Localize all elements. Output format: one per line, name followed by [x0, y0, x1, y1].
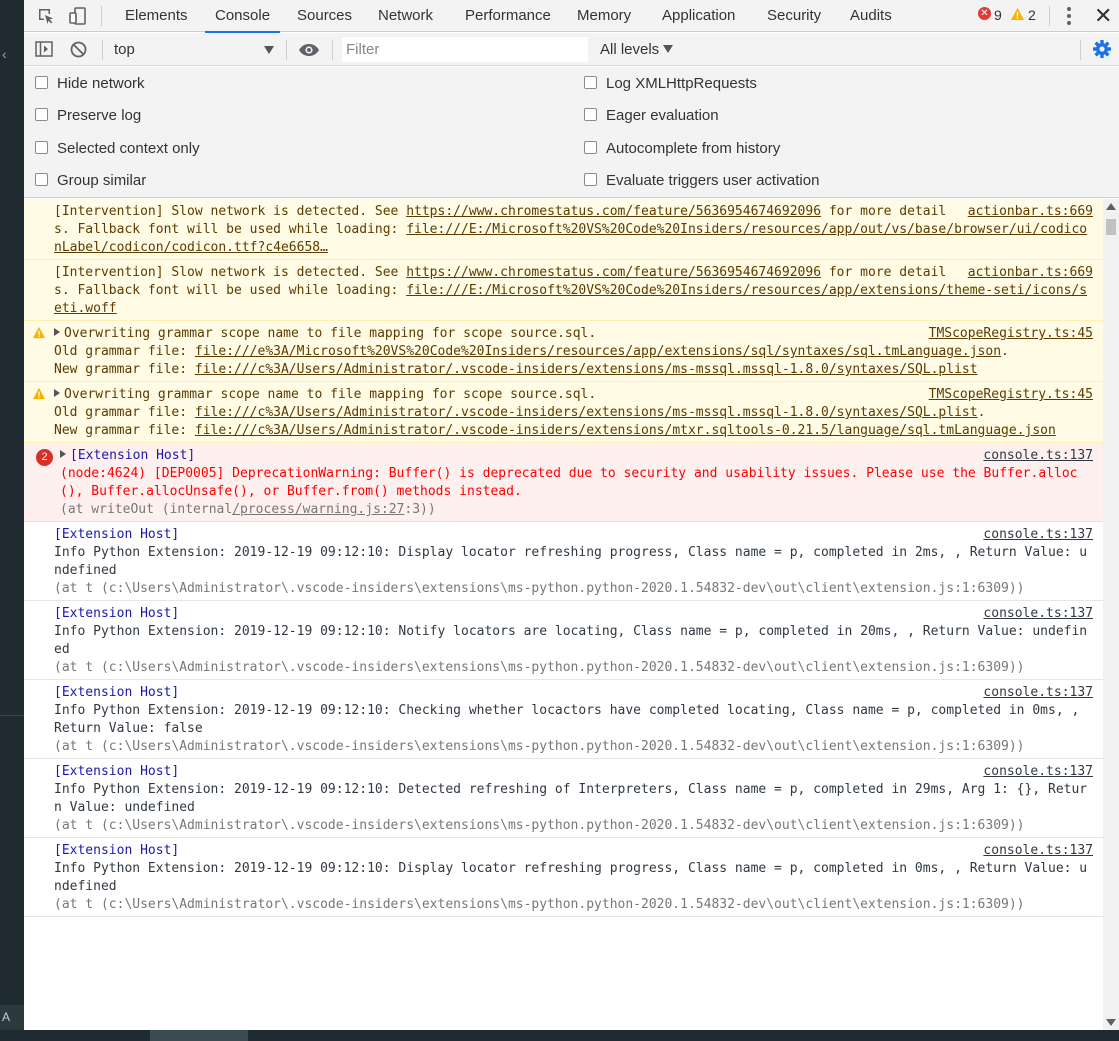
clear-console-icon[interactable]	[70, 41, 87, 58]
status-block: A	[0, 1005, 24, 1030]
tab-memory[interactable]: Memory	[577, 7, 632, 24]
checkbox[interactable]	[35, 173, 48, 186]
source-link[interactable]: console.ts:137	[983, 606, 1093, 621]
taskbar-strip	[0, 1030, 1119, 1041]
tab-elements[interactable]: Elements	[125, 7, 188, 24]
eye-icon[interactable]	[298, 43, 320, 57]
filter-input[interactable]	[342, 37, 588, 62]
expand-triangle-icon[interactable]	[60, 450, 66, 458]
warning-icon	[32, 326, 46, 339]
message-text: [Intervention] Slow network is detected. See	[54, 204, 407, 219]
inspect-element-icon[interactable]	[36, 6, 56, 26]
scrollbar-thumb[interactable]	[1106, 219, 1116, 235]
chevron-down-icon[interactable]	[663, 45, 673, 53]
hide-network-option[interactable]: Hide network	[35, 73, 145, 95]
message-text: for more details. Fallback font will be used while loading:	[54, 204, 947, 237]
selected-context-option[interactable]: Selected context only	[35, 138, 200, 160]
preserve-log-option[interactable]: Preserve log	[35, 105, 141, 127]
context-selector[interactable]: top	[114, 41, 135, 58]
stack-trace: (at writeOut (internal	[60, 502, 233, 517]
toolbar-separator	[102, 40, 103, 60]
message-text: .	[977, 405, 986, 420]
console-settings-pane	[24, 67, 1119, 198]
console-message-info	[24, 838, 1103, 917]
tab-console[interactable]: Console	[215, 0, 270, 32]
checkbox[interactable]	[584, 141, 597, 154]
stack-trace: (at t (c:\Users\Administrator\.vscode-insiders\extensions\ms-python.python-2020.1.54832-dev\out\client\extension.js:1:6309))	[54, 818, 1025, 833]
group-similar-option[interactable]: Group similar	[35, 170, 146, 192]
stack-trace: :3))	[404, 502, 436, 517]
more-options-icon[interactable]	[1064, 5, 1074, 27]
source-link[interactable]: actionbar.ts:669	[967, 265, 1093, 280]
message-text: Old grammar file:	[54, 344, 195, 359]
checkbox[interactable]	[584, 108, 597, 121]
scroll-up-arrow-icon[interactable]	[1106, 203, 1116, 210]
taskbar-item	[150, 1030, 248, 1041]
repeat-count-badge: 2	[36, 449, 53, 466]
error-count-icon[interactable]: ✕	[978, 7, 991, 20]
source-link[interactable]: TMScopeRegistry.ts:45	[928, 326, 1093, 341]
message-text: Old grammar file:	[54, 405, 195, 420]
stack-trace: (at t (c:\Users\Administrator\.vscode-insiders\extensions\ms-python.python-2020.1.54832-dev\out\client\extension.js:1:6309))	[54, 739, 1025, 754]
toolbar-separator	[286, 40, 287, 60]
source-link[interactable]: console.ts:137	[983, 527, 1093, 542]
message-link[interactable]: https://www.chromestatus.com/feature/5636954674692096	[406, 265, 822, 280]
source-link[interactable]: console.ts:137	[983, 764, 1093, 779]
source-link[interactable]: TMScopeRegistry.ts:45	[928, 387, 1093, 402]
warning-count-icon[interactable]	[1010, 7, 1025, 21]
message-text: (node:4624) [DEP0005] DeprecationWarning: Buffer() is deprecated due to security and usability issues. Please use the Buffer.alloc(), Buffer.allocUnsafe(), or Buffer.from() methods instead.	[60, 466, 1078, 499]
extension-host-tag: [Extension Host]	[54, 843, 180, 858]
message-link[interactable]: file:///c%3A/Users/Administrator/.vscode-insiders/extensions/ms-mssql.mssql-1.8.0/syntaxes/SQL.plist	[194, 362, 978, 377]
message-text: for more details. Fallback font will be used while loading:	[54, 265, 947, 298]
settings-gear-icon[interactable]	[1092, 39, 1112, 59]
evaluate-triggers-option[interactable]: Evaluate triggers user activation	[584, 170, 819, 192]
toolbar-separator	[101, 6, 102, 26]
stack-trace: (at t (c:\Users\Administrator\.vscode-insiders\extensions\ms-python.python-2020.1.54832-dev\out\client\extension.js:1:6309))	[54, 660, 1025, 675]
message-link[interactable]: file:///E:/Microsoft%20VS%20Code%20Insiders/resources/app/extensions/theme-seti/icons/seti.woff	[54, 283, 1088, 316]
console-message-warning	[24, 199, 1103, 260]
message-text: Info Python Extension: 2019-12-19 09:12:10: Checking whether locactors have completed locating, Class name = p, completed in 0ms, , Return Value: false	[54, 703, 1088, 736]
tab-sources[interactable]: Sources	[297, 7, 353, 24]
sidebar-toggle-icon[interactable]	[35, 41, 53, 57]
devtools-tabbar	[24, 0, 1119, 32]
console-scrollbar[interactable]	[1103, 199, 1119, 1030]
autocomplete-history-option[interactable]: Autocomplete from history	[584, 138, 780, 160]
message-text: Info Python Extension: 2019-12-19 09:12:10: Display locator refreshing progress, Class name = p, completed in 0ms, , Return Value: undefined	[54, 861, 1088, 894]
console-messages	[24, 199, 1103, 1030]
warning-icon	[32, 387, 46, 400]
stack-trace: (at t (c:\Users\Administrator\.vscode-insiders\extensions\ms-python.python-2020.1.54832-dev\out\client\extension.js:1:6309))	[54, 897, 1025, 912]
source-link[interactable]: console.ts:137	[983, 685, 1093, 700]
devtools-panel	[24, 0, 1119, 1030]
extension-host-tag: [Extension Host]	[54, 764, 180, 779]
tab-performance[interactable]: Performance	[465, 7, 551, 24]
message-text: Info Python Extension: 2019-12-19 09:12:10: Display locator refreshing progress, Class name = p, completed in 2ms, , Return Value: undefined	[54, 545, 1088, 578]
eager-evaluation-option[interactable]: Eager evaluation	[584, 105, 719, 127]
message-link[interactable]: file:///c%3A/Users/Administrator/.vscode-insiders/extensions/mtxr.sqltools-0.21.5/language/sql.tmLanguage.json	[194, 423, 1056, 438]
checkbox[interactable]	[584, 173, 597, 186]
message-text: .	[1001, 344, 1009, 359]
expand-triangle-icon[interactable]	[54, 328, 60, 336]
checkbox[interactable]	[35, 76, 48, 89]
source-link[interactable]: actionbar.ts:669	[967, 204, 1093, 219]
toolbar-separator	[1080, 40, 1081, 60]
device-toolbar-icon[interactable]	[68, 6, 88, 26]
toolbar-separator	[1049, 6, 1050, 26]
scroll-down-arrow-icon[interactable]	[1106, 1019, 1116, 1026]
message-text: New grammar file:	[54, 423, 195, 438]
log-xhr-option[interactable]: Log XMLHttpRequests	[584, 73, 757, 95]
log-levels-select[interactable]: All levels	[600, 41, 660, 58]
stack-trace: (at t (c:\Users\Administrator\.vscode-insiders\extensions\ms-python.python-2020.1.54832-dev\out\client\extension.js:1:6309))	[54, 581, 1025, 596]
expand-triangle-icon[interactable]	[54, 389, 60, 397]
toolbar-separator	[332, 40, 333, 60]
extension-host-tag: [Extension Host]	[70, 448, 196, 463]
tab-security[interactable]: Security	[767, 7, 822, 24]
console-toolbar	[24, 33, 1119, 66]
source-link[interactable]: console.ts:137	[983, 448, 1093, 463]
console-message-info	[24, 522, 1103, 601]
extension-host-tag: [Extension Host]	[54, 685, 180, 700]
tab-network[interactable]: Network	[378, 7, 434, 24]
checkbox[interactable]	[35, 108, 48, 121]
message-text: Overwriting grammar scope name to file mapping for scope source.sql.	[64, 387, 597, 402]
message-text: Info Python Extension: 2019-12-19 09:12:10: Detected refreshing of Interpreters, Class name = p, completed in 29ms, Arg 1: {}, Return Value: undefined	[54, 782, 1088, 815]
checkbox[interactable]	[584, 76, 597, 89]
message-link[interactable]: file:///e%3A/Microsoft%20VS%20Code%20Insiders/resources/app/extensions/sql/syntaxes/sql.tmLanguage.json	[194, 344, 1002, 359]
console-message-info	[24, 680, 1103, 759]
console-message-warning	[24, 321, 1103, 382]
console-message-info	[24, 601, 1103, 680]
checkbox[interactable]	[35, 141, 48, 154]
console-message-warning	[24, 260, 1103, 321]
tab-audits[interactable]: Audits	[850, 7, 892, 24]
message-text: New grammar file:	[54, 362, 195, 377]
message-text: Info Python Extension: 2019-12-19 09:12:10: Notify locators are locating, Class name = p, completed in 20ms, , Return Value: undefined	[54, 624, 1088, 657]
tab-application[interactable]: Application	[662, 7, 736, 24]
stack-trace-link[interactable]: /process/warning.js:27	[232, 502, 405, 517]
close-icon[interactable]: ✕	[1094, 3, 1113, 28]
error-count[interactable]: 9	[994, 7, 1002, 23]
message-link[interactable]: file:///c%3A/Users/Administrator/.vscode-insiders/extensions/ms-mssql.mssql-1.8.0/syntaxes/SQL.plist	[194, 405, 978, 420]
divider	[0, 715, 24, 716]
extension-host-tag: [Extension Host]	[54, 606, 180, 621]
console-message-error	[24, 443, 1103, 522]
message-text: Overwriting grammar scope name to file mapping for scope source.sql.	[64, 326, 597, 341]
chevron-left-icon[interactable]: ‹	[2, 46, 7, 62]
editor-left-strip	[0, 0, 24, 1041]
extension-host-tag: [Extension Host]	[54, 527, 180, 542]
warning-count[interactable]: 2	[1028, 7, 1036, 23]
message-link[interactable]: https://www.chromestatus.com/feature/5636954674692096	[406, 204, 822, 219]
console-message-warning	[24, 382, 1103, 443]
console-message-info	[24, 759, 1103, 838]
chevron-down-icon[interactable]	[264, 46, 274, 54]
source-link[interactable]: console.ts:137	[983, 843, 1093, 858]
message-link[interactable]: file:///E:/Microsoft%20VS%20Code%20Insiders/resources/app/out/vs/base/browser/ui/codiconLabel/codicon/codicon.ttf?c4e6658…	[54, 222, 1088, 255]
message-text: [Intervention] Slow network is detected. See	[54, 265, 407, 280]
